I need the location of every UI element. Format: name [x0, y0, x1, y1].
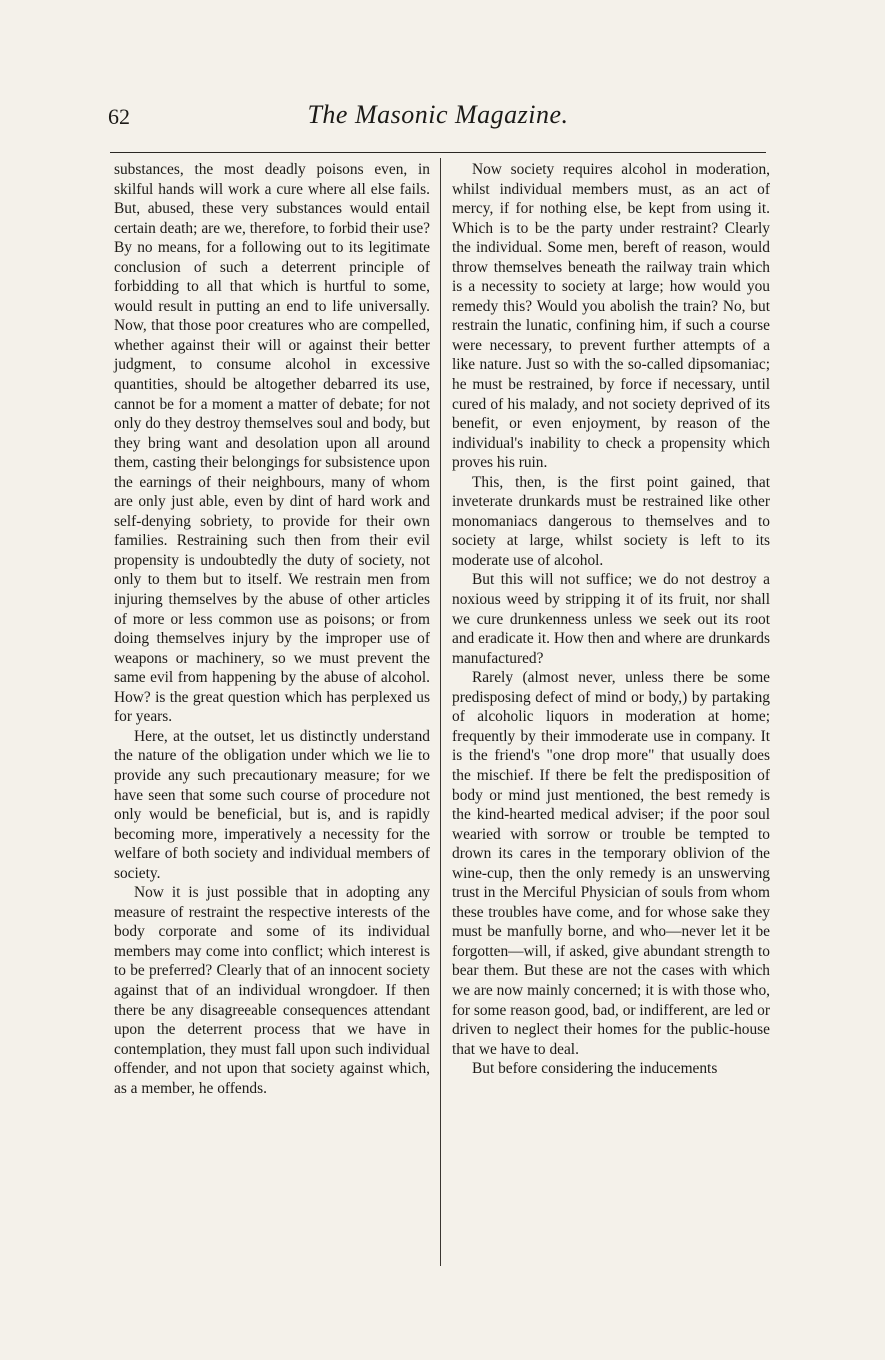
- paragraph: But this will not suffice; we do not destroy a noxious weed by stripping it of its fruit, nor shall we cure drunkenness unless we seek out its root and eradicate it. How then and where are drunkards manufactured?: [452, 571, 770, 667]
- paragraph: But before considering the inducements: [472, 1060, 718, 1078]
- page-header: [108, 100, 768, 140]
- paragraph: Rarely (almost never, unless there be some predisposing defect of mind or body,) by partaking of alcoholic liquors in moderation at home; frequently by their immoderate use in company. It is the friend's "one drop more" that usually does the mischief. If there be felt the predisposition of body or mind just mentioned, the best remedy is the kind-hearted medical adviser; if the poor soul wearied with sorrow or trouble be tempted to drown its cares in the temporary oblivion of the wine-cup, then the only remedy is an unswerving trust in the Merciful Physician of souls from whom these troubles have come, and for whose sake they must be manfully borne, and who—never let it be forgotten—will, if asked, give abundant strength to bear them. But these are not the cases with which we are now mainly concerned; it is with those who, for some reason good, bad, or indifferent, are led or driven to neglect their homes for the public-house that we have to deal.: [452, 669, 770, 1058]
- header-rule: [110, 152, 766, 153]
- paragraph: Now society requires alcohol in moderation, whilst individual members must, as an act of mercy, if for nothing else, be kept from using it. Which is to be the party under restraint? Clearly the individual. Some men, bereft of reason, would throw themselves beneath the railway train which is a necessity to society at large; how would you remedy this? Would you abolish the train? No, but restrain the lunatic, confining him, if such a course were necessary, to prevent further attempts of a like nature. Just so with the so-called dipsomaniac; he must be restrained, by force if necessary, until cured of his malady, and not society deprived of its benefit, or even enjoyment, by reason of the individual's inability to check a propensity which proves his ruin.: [452, 161, 770, 472]
- page-number: 62: [108, 104, 130, 129]
- column-divider: [440, 158, 441, 1266]
- right-column: [452, 160, 770, 1079]
- paragraph: substances, the most deadly poisons even, in skilful hands will work a cure where all else fails. But, abused, these very substances would entail certain death; are we, therefore, to forbid their use? By no means, for a following out to its legitimate conclusion of such a deterrent principle of forbidding to all that which is hurtful to some, would result in putting an end to life universally. Now, that those poor creatures who are compelled, whether against their will or against their better judgment, to consume alcohol in excessive quantities, should be altogether debarred its use, cannot be for a moment a matter of debate; for not only do they destroy themselves soul and body, but they bring want and desolation upon all around them, casting their belongings for subsistence upon the earnings of their neighbours, many of whom are only just able, even by dint of hard work and self-denying sobriety, to provide for their own families. Restraining such then from their evil propensity is undoubtedly the duty of society, not only to them but to itself. We restrain men from injuring themselves by the abuse of other articles of more or less common use as poisons; or from doing themselves injury by the improper use of weapons or machinery, so we must prevent the same evil from happening by the abuse of alcohol. How? is the great question which has perplexed us for years.: [114, 161, 430, 726]
- paragraph: Now it is just possible that in adopting any measure of restraint the respective interests of the body corporate and some of its individual members may come into conflict; which interest is to be preferred? Clearly that of an innocent society against that of an individual wrongdoer. If then there be any disagreeable consequences attendant upon the deterrent process that we have in contemplation, they must fall upon such individual offender, and not upon that society against which, as a member, he offends.: [114, 884, 430, 1097]
- paragraph: This, then, is the first point gained, that inveterate drunkards must be restrained like other monomaniacs dangerous to themselves and to society at large, whilst society is left to its moderate use of alcohol.: [452, 473, 770, 569]
- left-column: [114, 160, 430, 1098]
- running-title: The Masonic Magazine.: [307, 100, 569, 129]
- paragraph: Here, at the outset, let us distinctly understand the nature of the obligation under which we lie to provide any such precautionary measure; for we have seen that some such course of procedure not only would be beneficial, but is, and is rapidly becoming more, imperatively a necessity for the welfare of both society and individual members of society.: [114, 727, 430, 882]
